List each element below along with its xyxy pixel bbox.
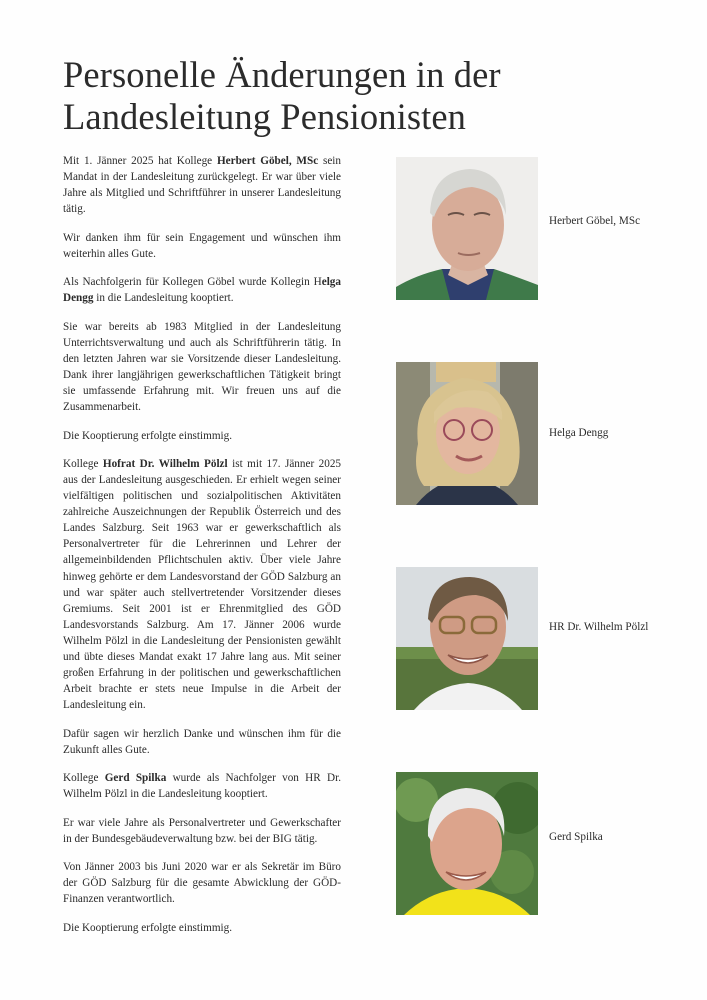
text-run: Dafür sagen wir herzlich Danke und wünschen ihm für die Zukunft alles Gute. — [63, 727, 341, 756]
portrait-caption: Herbert Göbel, MSc — [549, 215, 641, 227]
article-paragraph — [63, 859, 341, 907]
article-paragraph — [63, 230, 341, 262]
text-run: Kollege — [63, 457, 103, 470]
text-run: Er war viele Jahre als Personalvertreter und Gewerkschafter in der Bundesgebäudeverwaltung bzw. bei der BIG tätig. — [63, 816, 341, 845]
article-paragraph — [63, 428, 341, 444]
article-paragraph — [63, 319, 341, 416]
portrait-caption: Helga Dengg — [549, 427, 609, 439]
bold-name: Herbert Göbel, MSc — [216, 155, 319, 167]
article-paragraph — [63, 815, 341, 847]
text-run: wurde als Nachfolger von HR Dr. Wilhelm Pölzl in die Landesleitung kooptiert. — [63, 772, 341, 801]
text-run: Kollege — [63, 772, 105, 785]
text-run: in die Landesleitung kooptiert. — [93, 292, 234, 305]
portrait-photo-herbert-goebel — [396, 157, 538, 300]
text-run: Sie war bereits ab 1983 Mitglied in der Landesleitung Unterrichtsverwaltung und auch als Schriftführerin tätig. In den letzten Jahren war sie Vorsitzende dieser Landesleitung. Dank ihrer langjährigen gewerkschaftlichen Tätigkeit bringt sie umfassende Erfahrung mit. Wir freuen uns auf die Zusammenarbeit. — [63, 320, 341, 414]
text-run: Von Jänner 2003 bis Juni 2020 war er als Sekretär im Büro der GÖD Salzburg für die gesamte Abwicklung der GÖD-Finanzen verantwortlich. — [63, 861, 341, 906]
page-title: Personelle Änderungen in der Landesleitung Pensionisten — [63, 54, 501, 137]
portrait-photo-wilhelm-poelzl — [396, 567, 538, 710]
text-run: Die Kooptierung erfolgte einstimmig. — [63, 921, 233, 934]
text-run: Wir danken ihm für sein Engagement und wünschen ihm weiterhin alles Gute. — [63, 231, 341, 260]
article-paragraph — [63, 920, 341, 936]
text-run: sein Mandat in der Landesleitung zurückgelegt. Er war über viele Jahre als Mitglied und Schriftführer in unserer Landesleitung tätig. — [63, 155, 341, 216]
bold-name: Gerd Spilka — [104, 772, 167, 785]
portrait-caption: Gerd Spilka — [549, 831, 603, 843]
text-run: ist mit 17. Jänner 2025 aus der Landesleitung ausgeschieden. Er erhielt wegen seiner vielfältigen politischen und sozialpolitischen Aktivitäten zahlreiche Auszeichnungen der Republik Österreich und des Landes Salzburg. Seit 1963 war er gewerkschaftlich als Personalvertreter für die Lehrerinnen und Lehrer der allgemeinbildenden Pflichtschulen aktiv. Über viele Jahre hinweg gehörte er dem Landesvorstand der GÖD Salzburg an und war später auch stellvertretender Vorsitzender dieses Gremiums. Seit 2001 ist er Ehrenmitglied des GÖD Landesvorstands Salzburg. Am 17. Jänner 2006 wurde Wilhelm Pölzl in die Landesleitung der Pensionisten gewählt und übte dieses Mandat exakt 17 Jahre lang aus. Mit seiner großen Erfahrung in der politischen und gewerkschaftlichen Arbeit brachte er stets neue Impulse in die Arbeit der Landesleitung ein. — [63, 457, 342, 712]
portrait-photo-gerd-spilka — [396, 772, 538, 915]
article-paragraph — [63, 456, 341, 714]
portrait-photo-helga-dengg — [396, 362, 538, 505]
article-paragraph — [63, 274, 341, 306]
text-run: Als Nachfolgerin für Kollegen Göbel wurde Kollegin H — [63, 276, 322, 289]
article-paragraph — [63, 153, 341, 217]
bold-name: Hofrat Dr. Wilhelm Pölzl — [102, 457, 228, 470]
article-paragraph — [63, 770, 341, 802]
portrait-caption: HR Dr. Wilhelm Pölzl — [549, 621, 649, 633]
article-body — [63, 153, 341, 948]
text-run: Mit 1. Jänner 2025 hat Kollege — [63, 155, 217, 167]
text-run: Die Kooptierung erfolgte einstimmig. — [63, 429, 233, 442]
bold-name: elga Dengg — [63, 276, 341, 305]
article-paragraph — [63, 726, 341, 758]
